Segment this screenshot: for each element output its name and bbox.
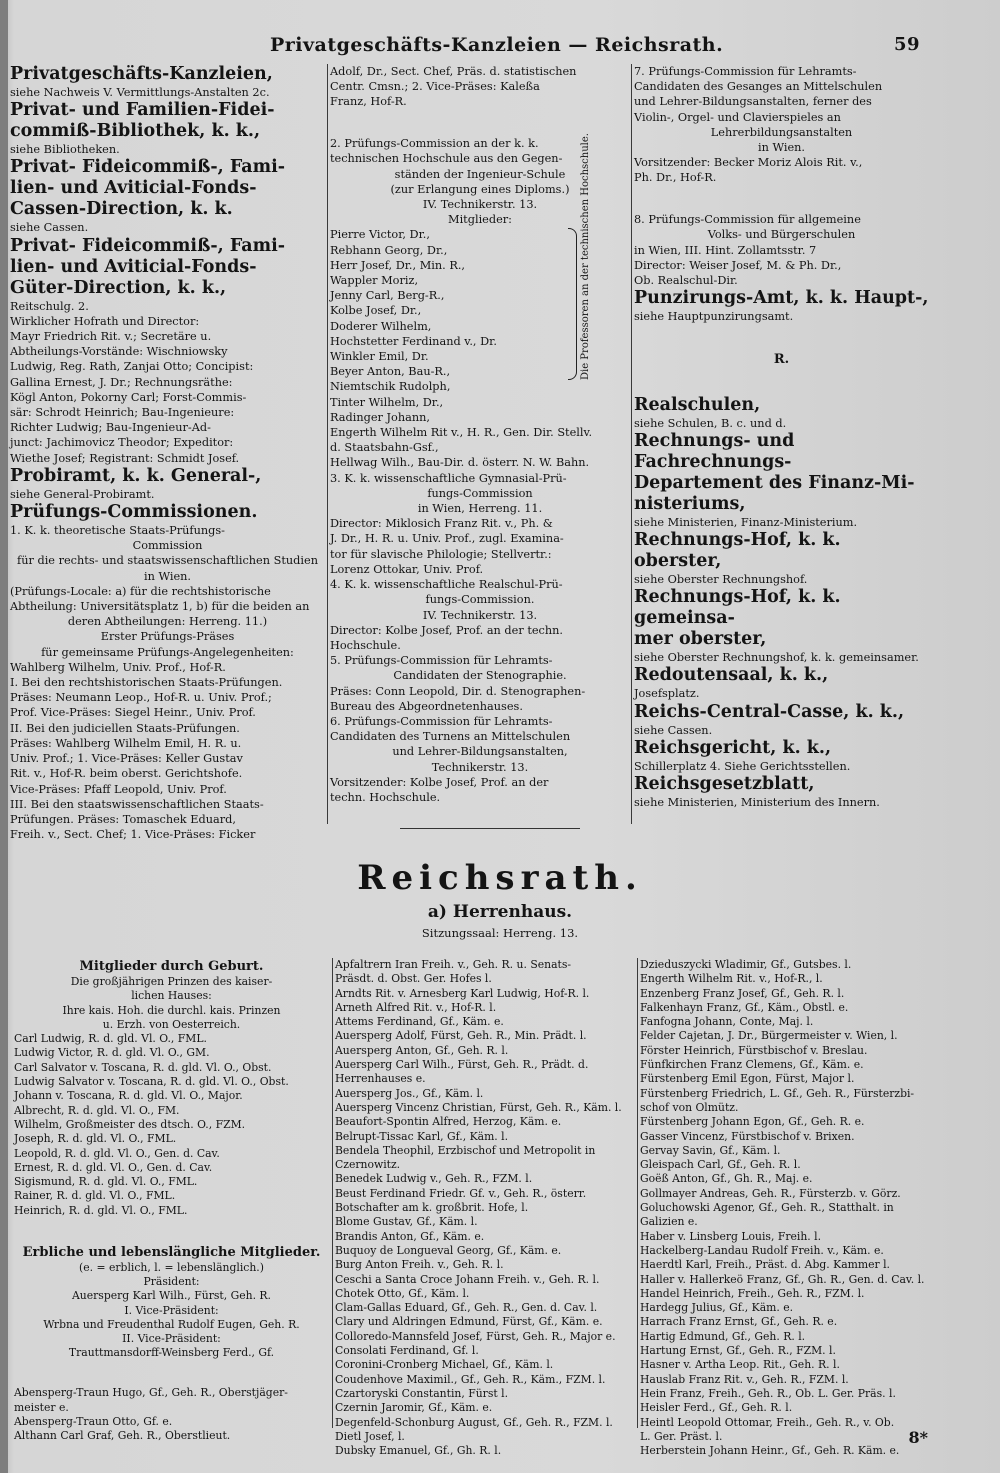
- text-line: Arndts Rit. v. Arnesberg Karl Ludwig, Hof-R. l.: [335, 986, 590, 1000]
- text-line: Colloredo-Mannsfeld Josef, Fürst, Geh. R., Major e.: [335, 1329, 616, 1343]
- text-line: Abtheilungs-Vorstände: Wischniowsky: [10, 345, 228, 359]
- text-line: Lorenz Ottokar, Univ. Prof.: [330, 562, 484, 576]
- text-line: Präsdt. d. Obst. Ger. Hofes l.: [335, 972, 492, 986]
- text-line: Ceschi a Santa Croce Johann Freih. v., Geh. R. l.: [335, 1272, 600, 1286]
- text-line: siehe Ministerien, Finanz-Ministerium.: [634, 515, 858, 529]
- text-line: Ludwig Salvator v. Toscana, R. d. gld. Vl. O., Obst.: [14, 1075, 289, 1089]
- text-line: Handel Heinrich, Freih., Geh. R., FZM. l.: [640, 1286, 865, 1300]
- text-line: Albrecht, R. d. gld. Vl. O., FM.: [14, 1103, 180, 1117]
- text-line: in Wien, III. Hint. Zollamtsstr. 7: [634, 243, 817, 257]
- text-line: Johann v. Toscana, R. d. gld. Vl. O., Major.: [14, 1089, 243, 1103]
- text-line: 8. Prüfungs-Commission für allgemeine: [634, 213, 861, 227]
- vertical-note: [580, 133, 610, 380]
- text-line: Benedek Ludwig v., Geh. R., FZM. l.: [335, 1172, 533, 1186]
- entry-heading: Realschulen,: [634, 394, 761, 415]
- text-line: siehe Nachweis V. Vermittlungs-Anstalten 2c.: [10, 86, 270, 99]
- text-line: Belrupt-Tissac Karl, Gf., Käm. l.: [335, 1129, 509, 1143]
- text-line: Richter Ludwig; Bau-Ingenieur-Ad-: [10, 421, 211, 435]
- entry-heading: nisteriums,: [634, 493, 746, 514]
- text-line: Wrbna und Freudenthal Rudolf Eugen, Geh. R.: [43, 1317, 300, 1331]
- session-hall: Sitzungssaal: Herreng. 13.: [421, 926, 579, 940]
- text-line: Erster Prüfungs-Präses: [100, 630, 235, 644]
- text-line: Carl Salvator v. Toscana, R. d. gld. Vl. O., Obst.: [14, 1060, 272, 1074]
- text-line: Abtheilung: Universitätsplatz 1, b) für die beiden an: [10, 600, 310, 614]
- text-line: Chotek Otto, Gf., Käm. l.: [335, 1286, 470, 1300]
- text-line: Auersperg Anton, Gf., Geh. R. l.: [335, 1043, 509, 1057]
- text-line: Haber v. Linsberg Louis, Freih. l.: [640, 1229, 822, 1243]
- text-line: R.: [773, 352, 790, 368]
- running-header: [270, 34, 920, 60]
- text-line: Gervay Savin, Gf., Käm. l.: [640, 1143, 781, 1157]
- text-line: Director: Miklosich Franz Rit. v., Ph. &: [330, 517, 553, 531]
- text-line: 5. Prüfungs-Commission für Lehramts-: [330, 654, 553, 668]
- text-line: in Wien.: [757, 141, 806, 155]
- text-line: Candidaten der Stenographie.: [393, 669, 567, 683]
- text-line: IV. Technikerstr. 13.: [422, 198, 538, 212]
- entry-heading: Cassen-Direction, k. k.: [10, 199, 233, 220]
- text-line: Engerth Wilhelm Rit. v., Hof-R., l.: [640, 972, 823, 986]
- entry-heading: commiß-Bibliothek, k. k.,: [10, 121, 261, 142]
- text-line: Prof. Vice-Präses: Siegel Heinr., Univ. Prof.: [10, 706, 256, 720]
- text-line: Univ. Prof.; 1. Vice-Präses: Keller Gustav: [10, 752, 243, 766]
- text-line: Joseph, R. d. gld. Vl. O., FML.: [14, 1132, 177, 1146]
- text-line: Vorsitzender: Kolbe Josef, Prof. an der: [330, 775, 549, 789]
- text-line: Niemtschik Rudolph,: [330, 380, 451, 394]
- column-rule-2: [631, 64, 632, 824]
- text-line: Candidaten des Gesanges an Mittelschulen: [634, 80, 883, 94]
- text-line: Fürstenberg Emil Egon, Fürst, Major l.: [640, 1072, 855, 1086]
- text-line: Ludwig, Reg. Rath, Zanjai Otto; Concipist:: [10, 360, 254, 374]
- text-line: siehe Bibliotheken.: [10, 143, 120, 157]
- text-line: Coronini-Cronberg Michael, Gf., Käm. l.: [335, 1358, 554, 1372]
- text-line: siehe Cassen.: [634, 723, 713, 737]
- text-line: Präses: Conn Leopold, Dir. d. Stenographen-: [330, 684, 586, 698]
- text-line: Herr Josef, Dr., Min. R.,: [330, 258, 466, 272]
- member-brace: [568, 228, 577, 380]
- text-line: Freih. v., Sect. Chef; 1. Vice-Präses: Ficker: [10, 828, 256, 842]
- subsection-title: a) Herrenhaus.: [427, 902, 573, 922]
- text-line: Abensperg-Traun Hugo, Gf., Geh. R., Oberstjäger-: [14, 1386, 288, 1400]
- text-line: technischen Hochschule aus den Gegen-: [330, 152, 563, 166]
- text-line: siehe Schulen, B. c. und d.: [634, 416, 787, 430]
- spacer: [14, 1229, 329, 1233]
- text-line: Gleispach Carl, Gf., Geh. R. l.: [640, 1158, 801, 1172]
- text-line: siehe Oberster Rechnungshof.: [634, 573, 808, 587]
- text-line: Bureau des Abgeordnetenhauses.: [330, 699, 523, 713]
- text-line: ständen der Ingenieur-Schule: [394, 167, 566, 181]
- entry-heading: Reichsgesetzblatt,: [634, 774, 815, 795]
- text-line: Consolati Ferdinand, Gf. l.: [335, 1344, 479, 1358]
- text-line: in Wien, Herreng. 11.: [417, 502, 543, 516]
- text-line: Director: Weiser Josef, M. & Ph. Dr.,: [634, 258, 842, 272]
- text-line: Hackelberg-Landau Rudolf Freih. v., Käm. e.: [640, 1243, 884, 1257]
- text-line: Goëß Anton, Gf., Gh. R., Maj. e.: [640, 1172, 813, 1186]
- text-line: III. Bei den staatswissenschaftlichen Staats-: [10, 797, 264, 811]
- text-line: Rit. v., Hof-R. beim oberst. Gerichtshofe.: [10, 767, 243, 781]
- text-line: Herrenhauses e.: [335, 1072, 426, 1086]
- text-line: Goluchowski Agenor, Gf., Geh. R., Statthalt. in: [640, 1201, 894, 1215]
- text-line: sär: Schrodt Heinrich; Bau-Ingenieure:: [10, 406, 235, 420]
- text-line: und Lehrer-Bildungsanstalten, ferner des: [634, 95, 872, 109]
- text-line: Beaufort-Spontin Alfred, Herzog, Käm. e.: [335, 1115, 562, 1129]
- text-line: Degenfeld-Schonburg August, Gf., Geh. R., FZM. l.: [335, 1415, 613, 1429]
- text-line: für gemeinsame Prüfungs-Angelegenheiten:: [41, 645, 294, 659]
- text-line: Galizien e.: [640, 1215, 698, 1229]
- text-line: für die rechts- und staatswissenschaftlichen Studien: [17, 554, 318, 568]
- text-line: und Lehrer-Bildungsanstalten,: [392, 745, 568, 759]
- text-line: Rainer, R. d. gld. Vl. O., FML.: [14, 1189, 176, 1203]
- members-column-middle: [335, 958, 635, 1458]
- text-line: Beust Ferdinand Friedr. Gf. v., Geh. R., österr.: [335, 1186, 587, 1200]
- text-line: Auersperg Jos., Gf., Käm. l.: [335, 1086, 484, 1100]
- column-right: [634, 64, 929, 824]
- text-line: Hardegg Julius, Gf., Käm. e.: [640, 1301, 794, 1315]
- text-line: Commission: [132, 539, 203, 553]
- text-line: Hellwag Wilh., Bau-Dir. d. österr. N. W. Bahn.: [330, 456, 590, 470]
- entry-heading: Privat- Fideicommiß-, Fami-: [10, 235, 286, 256]
- text-line: Attems Ferdinand, Gf., Käm. e.: [335, 1015, 504, 1029]
- text-line: fungs-Commission.: [425, 593, 535, 607]
- entry-heading: Reichs-Central-Casse, k. k.,: [634, 701, 905, 722]
- entry-heading: Privat- und Familien-Fidei-: [10, 100, 275, 121]
- text-line: Doderer Wilhelm,: [330, 319, 432, 333]
- text-line: Engerth Wilhelm Rit v., H. R., Gen. Dir. Stellv.: [330, 426, 593, 440]
- text-line: Reitschulg. 2.: [10, 299, 89, 313]
- column-rule-1: [327, 64, 328, 824]
- text-line: Hasner v. Artha Leop. Rit., Geh. R. l.: [640, 1358, 840, 1372]
- text-line: junct: Jachimovicz Theodor; Expeditor:: [10, 436, 234, 450]
- text-line: Clam-Gallas Eduard, Gf., Geh. R., Gen. d. Cav. l.: [335, 1301, 598, 1315]
- text-line: Auersperg Karl Wilh., Fürst, Geh. R.: [71, 1289, 271, 1303]
- text-line: Harrach Franz Ernst, Gf., Geh. R. e.: [640, 1315, 838, 1329]
- text-line: 4. K. k. wissenschaftliche Realschul-Prü-: [330, 578, 563, 592]
- entry-heading: Güter-Direction, k. k.,: [10, 277, 227, 298]
- text-line: u. Erzh. von Oesterreich.: [102, 1017, 241, 1031]
- text-line: Haller v. Hallerkeö Franz, Gf., Gh. R., Gen. d. Cav. l.: [640, 1272, 925, 1286]
- text-line: siehe Oberster Rechnungshof, k. k. gemeinsamer.: [634, 651, 919, 665]
- signature-mark: 8*: [908, 1428, 928, 1447]
- text-line: Trauttmansdorff-Weinsberg Ferd., Gf.: [68, 1346, 275, 1360]
- text-line: Bendela Theophil, Erzbischof und Metropolit in: [335, 1143, 596, 1157]
- entry-heading: Departement des Finanz-Mi-: [634, 472, 915, 493]
- text-line: Candidaten des Turnens an Mittelschulen: [330, 730, 571, 744]
- spacer: [634, 379, 929, 383]
- text-line: Hartung Ernst, Gf., Geh. R., FZM. l.: [640, 1344, 836, 1358]
- entry-heading: Rechnungs-Hof, k. k. oberster,: [634, 530, 841, 572]
- text-line: II. Bei den judiciellen Staats-Prüfungen.: [10, 721, 240, 735]
- text-line: Kögl Anton, Pokorny Carl; Forst-Commis-: [10, 390, 247, 404]
- text-line: Heisler Ferd., Gf., Geh. R. l.: [640, 1401, 793, 1415]
- entry-heading: Punzirungs-Amt, k. k. Haupt-,: [634, 288, 929, 309]
- text-line: siehe Ministerien, Ministerium des Innern.: [634, 796, 880, 810]
- text-line: d. Staatsbahn-Gsf.,: [330, 441, 439, 455]
- text-line: Haerdtl Karl, Freih., Präst. d. Abg. Kammer l.: [640, 1258, 890, 1272]
- text-line: Wiethe Josef; Registrant: Schmidt Josef.: [10, 451, 240, 465]
- text-line: Fürstenberg Johann Egon, Gf., Geh. R. e.: [640, 1115, 865, 1129]
- text-line: Hauslab Franz Rit. v., Geh. R., FZM. l.: [640, 1372, 849, 1386]
- text-line: Wirklicher Hofrath und Director:: [10, 314, 200, 328]
- spacer: [330, 121, 630, 125]
- text-line: meister e.: [14, 1400, 69, 1414]
- entry-heading: Redoutensaal, k. k.,: [634, 665, 829, 686]
- text-line: Fünfkirchen Franz Clemens, Gf., Käm. e.: [640, 1058, 864, 1072]
- text-line: Carl Ludwig, R. d. gld. Vl. O., FML.: [14, 1032, 207, 1046]
- text-line: Burg Anton Freih. v., Geh. R. l.: [335, 1258, 504, 1272]
- text-line: 7. Prüfungs-Commission für Lehramts-: [634, 65, 857, 78]
- members-column-left: [14, 958, 329, 1443]
- text-line: Czartoryski Constantin, Fürst l.: [335, 1386, 509, 1400]
- text-line: Wahlberg Wilhelm, Univ. Prof., Hof-R.: [10, 660, 226, 674]
- text-line: Präses: Neumann Leop., Hof-R. u. Univ. Prof.;: [10, 691, 272, 705]
- text-line: (e. = erblich, l. = lebenslänglich.): [79, 1260, 264, 1274]
- text-line: Fanfogna Johann, Conte, Maj. l.: [640, 1015, 814, 1029]
- column-left: [10, 64, 325, 842]
- text-line: Hein Franz, Freih., Geh. R., Ob. L. Ger. Präs. l.: [640, 1386, 896, 1400]
- text-line: Pierre Victor, Dr.,: [330, 228, 430, 242]
- text-line: Volks- und Bürgerschulen: [707, 228, 856, 242]
- text-line: Wappler Moriz,: [330, 274, 419, 288]
- text-line: Althann Carl Graf, Geh. R., Oberstlieut.: [14, 1429, 231, 1443]
- entry-heading: Reichsgericht, k. k.,: [634, 737, 832, 758]
- text-line: Falkenhayn Franz, Gf., Käm., Obstl. e.: [640, 1000, 849, 1014]
- text-line: Rebhann Georg, Dr.,: [330, 243, 448, 257]
- text-line: Auersperg Adolf, Fürst, Geh. R., Min. Prädt. l.: [335, 1029, 587, 1043]
- text-line: Ihre kais. Hoh. die durchl. kais. Prinzen: [62, 1003, 281, 1017]
- text-line: 6. Prüfungs-Commission für Lehramts-: [330, 714, 553, 728]
- text-line: Botschafter am k. großbrit. Hofe, l.: [335, 1201, 529, 1215]
- text-line: Vice-Präses: Pfaff Leopold, Univ. Prof.: [10, 782, 227, 796]
- text-line: Mitglieder durch Geburt.: [79, 959, 264, 974]
- text-line: Arneth Alfred Rit. v., Hof-R. l.: [335, 1000, 497, 1014]
- text-line: Adolf, Dr., Sect. Chef, Präs. d. statistischen: [330, 65, 577, 78]
- text-line: Ph. Dr., Hof-R.: [634, 171, 717, 185]
- text-line: Blome Gustav, Gf., Käm. l.: [335, 1215, 478, 1229]
- text-line: techn. Hochschule.: [330, 790, 441, 804]
- entry-heading: lien- und Aviticial-Fonds-: [10, 256, 257, 277]
- section-divider: [400, 828, 580, 829]
- column-rule-3: [332, 958, 333, 1428]
- text-line: Erbliche und lebenslängliche Mitglieder.: [22, 1244, 321, 1260]
- text-line: Gollmayer Andreas, Geh. R., Fürsterzb. v. Görz.: [640, 1186, 901, 1200]
- text-line: Winkler Emil, Dr.: [330, 350, 429, 364]
- spacer: [634, 197, 929, 201]
- entry-heading: Prüfungs-Commissionen.: [10, 502, 258, 523]
- text-line: Jenny Carl, Berg-R.,: [330, 289, 445, 303]
- text-line: Felder Cajetan, J. Dr., Bürgermeister v. Wien, l.: [640, 1029, 898, 1043]
- text-line: Heintl Leopold Ottomar, Freih., Geh. R., v. Ob.: [640, 1415, 895, 1429]
- text-line: Ob. Realschul-Dir.: [634, 274, 738, 288]
- header-title: Privatgeschäfts-Kanzleien — Reichsrath.: [270, 34, 724, 56]
- text-line: 1. K. k. theoretische Staats-Prüfungs-: [10, 524, 225, 538]
- text-line: Sigismund, R. d. gld. Vl. O., FML.: [14, 1175, 198, 1189]
- text-line: Beyer Anton, Bau-R.,: [330, 365, 451, 379]
- text-line: Tinter Wilhelm, Dr.,: [330, 395, 444, 409]
- text-line: Fürstenberg Friedrich, L. Gf., Geh. R., Fürsterzbi-: [640, 1086, 915, 1100]
- text-line: I. Bei den rechtshistorischen Staats-Prüfungen.: [10, 676, 283, 690]
- text-line: J. Dr., H. R. u. Univ. Prof., zugl. Examina-: [330, 532, 564, 546]
- text-line: Leopold, R. d. gld. Vl. O., Gen. d. Cav.: [14, 1146, 220, 1160]
- entry-heading: Rechnungs-Hof, k. k. gemeinsa-: [634, 587, 841, 629]
- text-line: 3. K. k. wissenschaftliche Gymnasial-Prü-: [330, 471, 567, 485]
- text-line: siehe General-Probiramt.: [10, 487, 155, 501]
- text-line: Vorsitzender: Becker Moriz Alois Rit. v.,: [634, 156, 863, 170]
- text-line: siehe Cassen.: [10, 221, 89, 235]
- text-line: Dietl Josef, l.: [335, 1429, 405, 1443]
- text-line: Coudenhove Maximil., Gf., Geh. R., Käm., FZM. l.: [335, 1372, 606, 1386]
- text-line: siehe Hauptpunzirungsamt.: [634, 310, 794, 324]
- text-line: Franz, Hof-R.: [330, 95, 407, 109]
- text-line: II. Vice-Präsident:: [122, 1332, 221, 1346]
- text-line: Brandis Anton, Gf., Käm. e.: [335, 1229, 485, 1243]
- text-line: Hochstetter Ferdinand v., Dr.: [330, 334, 497, 348]
- text-line: Mitglieder:: [448, 213, 512, 227]
- text-line: Dubsky Emanuel, Gf., Gh. R. l.: [335, 1444, 502, 1458]
- text-line: Buquoy de Longueval Georg, Gf., Käm. e.: [335, 1243, 562, 1257]
- text-line: Abensperg-Traun Otto, Gf. e.: [14, 1414, 173, 1428]
- text-line: (Prüfungs-Locale: a) für die rechtshistorische: [10, 584, 271, 598]
- text-line: Heinrich, R. d. gld. Vl. O., FML.: [14, 1203, 188, 1217]
- text-line: Hochschule.: [330, 638, 401, 652]
- text-line: Violin-, Orgel- und Clavierspieles an: [634, 110, 841, 124]
- text-line: Dzieduszycki Wladimir, Gf., Gutsbes. l.: [640, 958, 852, 971]
- section-title: Reichsrath.: [357, 858, 643, 898]
- entry-heading: Rechnungs- und Fachrechnungs-: [634, 430, 795, 472]
- text-line: Radinger Johann,: [330, 410, 431, 424]
- text-line: deren Abtheilungen: Herreng. 11.): [67, 615, 268, 629]
- entry-heading: Probiramt, k. k. General-,: [10, 465, 262, 486]
- text-line: Technikerstr. 13.: [431, 760, 529, 774]
- text-line: lichen Hauses:: [131, 989, 212, 1003]
- text-line: Ludwig Victor, R. d. gld. Vl. O., GM.: [14, 1046, 210, 1060]
- text-line: I. Vice-Präsident:: [124, 1303, 219, 1317]
- text-line: Wilhelm, Großmeister des dtsch. O., FZM.: [14, 1117, 246, 1131]
- column-rule-4: [637, 958, 638, 1428]
- text-line: Gasser Vincenz, Fürstbischof v. Brixen.: [640, 1129, 855, 1143]
- text-line: Apfaltrern Iran Freih. v., Geh. R. u. Senats-: [335, 958, 572, 971]
- text-line: Gallina Ernest, J. Dr.; Rechnungsräthe:: [10, 375, 233, 389]
- spacer: [634, 336, 929, 340]
- text-line: Enzenberg Franz Josef, Gf., Geh. R. l.: [640, 986, 845, 1000]
- text-line: fungs-Commission: [427, 486, 533, 500]
- entry-heading: Privat- Fideicommiß-, Fami-: [10, 157, 286, 178]
- text-line: Präsident:: [143, 1274, 200, 1288]
- text-line: Lehrerbildungsanstalten: [710, 125, 853, 139]
- text-line: Prüfungen. Präses: Tomaschek Eduard,: [10, 812, 236, 826]
- text-line: Clary und Aldringen Edmund, Fürst, Gf., Käm. e.: [335, 1315, 603, 1329]
- page-number: 59: [893, 34, 920, 55]
- members-column-right: [640, 958, 930, 1458]
- text-line: Mayr Friedrich Rit. v.; Secretäre u.: [10, 330, 212, 344]
- text-line: Kolbe Josef, Dr.,: [330, 304, 422, 318]
- text-line: tor für slavische Philologie; Stellvertr.:: [330, 547, 552, 561]
- text-line: Förster Heinrich, Fürstbischof v. Breslau.: [640, 1043, 868, 1057]
- text-line: (zur Erlangung eines Diploms.): [390, 182, 570, 196]
- entry-heading: mer oberster,: [634, 629, 767, 650]
- text-line: Auersperg Carl Wilh., Fürst, Geh. R., Prädt. d.: [335, 1058, 589, 1072]
- text-line: in Wien.: [143, 569, 192, 583]
- text-line: Czernowitz.: [335, 1158, 401, 1172]
- text-line: Czernin Jaromir, Gf., Käm. e.: [335, 1401, 493, 1415]
- spacer: [14, 1372, 329, 1376]
- text-line: 2. Prüfungs-Commission an der k. k.: [330, 137, 539, 151]
- text-line: Präses: Wahlberg Wilhelm Emil, H. R. u.: [10, 736, 242, 750]
- text-line: Centr. Cmsn.; 2. Vice-Präses: Kaleßa: [330, 80, 540, 94]
- text-line: L. Ger. Präst. l.: [640, 1429, 723, 1443]
- vertical-note-text: Die Professoren an der technischen Hochschule.: [580, 133, 591, 380]
- text-line: Josefsplatz.: [634, 687, 700, 701]
- scan-edge: [0, 0, 8, 1473]
- entry-heading: lien- und Aviticial-Fonds-: [10, 178, 257, 199]
- text-line: Ernest, R. d. gld. Vl. O., Gen. d. Cav.: [14, 1160, 213, 1174]
- text-line: Herberstein Johann Heinr., Gf., Geh. R. Käm. e.: [640, 1444, 900, 1458]
- text-line: Schillerplatz 4. Siehe Gerichtsstellen.: [634, 759, 851, 773]
- text-line: IV. Technikerstr. 13.: [422, 608, 538, 622]
- text-line: Director: Kolbe Josef, Prof. an der techn.: [330, 623, 564, 637]
- text-line: schof von Olmütz.: [640, 1100, 739, 1114]
- text-line: Die großjährigen Prinzen des kaiser-: [70, 975, 273, 988]
- text-line: Auersperg Vincenz Christian, Fürst, Geh. R., Käm. l.: [335, 1100, 622, 1114]
- entry-heading: Privatgeschäfts-Kanzleien,: [10, 64, 273, 84]
- text-line: Hartig Edmund, Gf., Geh. R. l.: [640, 1329, 806, 1343]
